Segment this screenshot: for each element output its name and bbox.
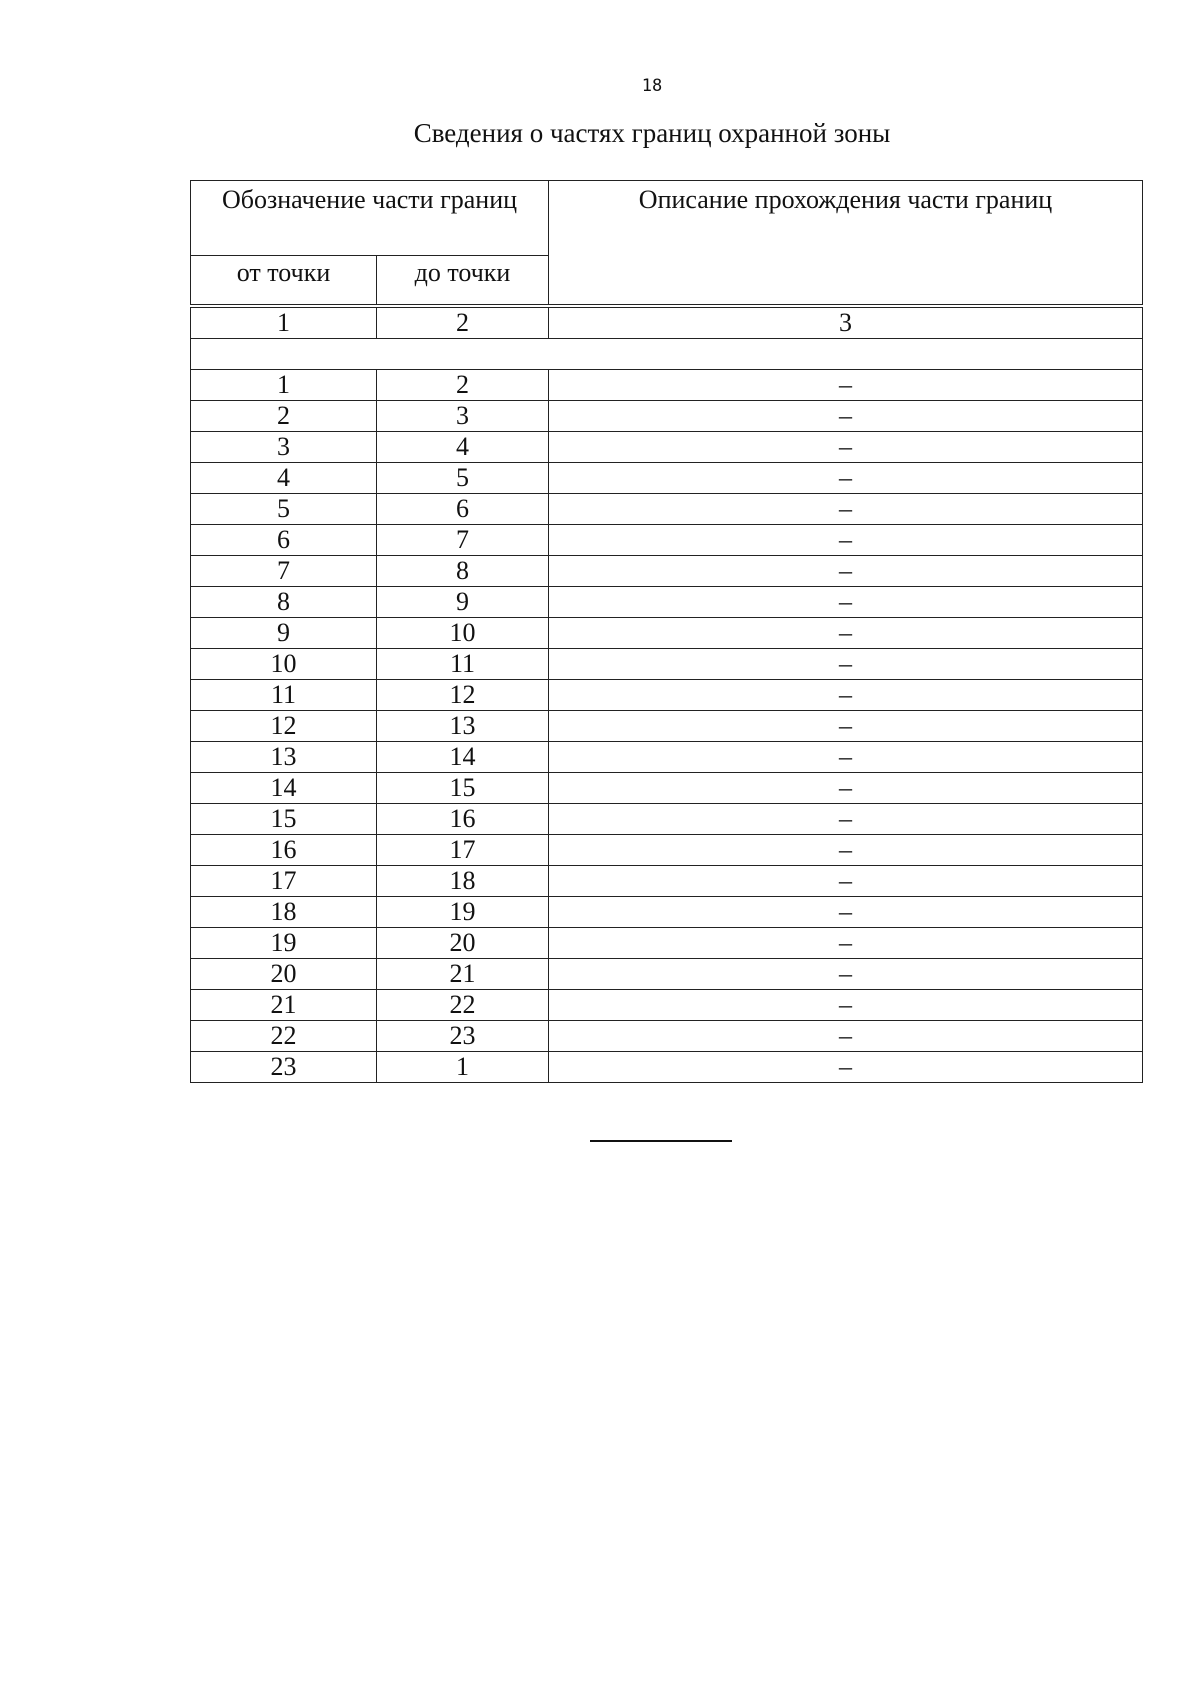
table-row xyxy=(191,401,1143,432)
to-point-cell: 20 xyxy=(377,928,549,959)
table-row xyxy=(191,773,1143,804)
table-row xyxy=(191,835,1143,866)
table-row xyxy=(191,680,1143,711)
from-point-cell: 15 xyxy=(191,804,377,835)
description-cell: – xyxy=(549,432,1143,463)
from-point-cell: 9 xyxy=(191,618,377,649)
to-point-cell: 21 xyxy=(377,959,549,990)
table-row xyxy=(191,1052,1143,1083)
description-cell: – xyxy=(549,1021,1143,1052)
table-body xyxy=(190,307,1143,1083)
to-point-cell: 2 xyxy=(377,370,549,401)
table-row xyxy=(191,463,1143,494)
from-point-cell: 21 xyxy=(191,990,377,1021)
to-point-cell: 16 xyxy=(377,804,549,835)
from-point-cell: 3 xyxy=(191,432,377,463)
table-row xyxy=(191,928,1143,959)
from-point-cell: 12 xyxy=(191,711,377,742)
section-label xyxy=(191,339,1143,370)
from-point-cell: 16 xyxy=(191,835,377,866)
document-title: Сведения о частях границ охранной зоны xyxy=(413,118,891,148)
description-cell: – xyxy=(549,463,1143,494)
table-row xyxy=(191,990,1143,1021)
to-point-cell: 5 xyxy=(377,463,549,494)
to-point-cell: 6 xyxy=(377,494,549,525)
to-point-cell: 14 xyxy=(377,742,549,773)
to-point-cell: 11 xyxy=(377,649,549,680)
description-cell: – xyxy=(549,990,1143,1021)
to-point-cell: 15 xyxy=(377,773,549,804)
from-point-header: от точки xyxy=(191,256,377,305)
from-point-cell: 14 xyxy=(191,773,377,804)
description-cell: – xyxy=(549,959,1143,990)
description-cell: – xyxy=(549,897,1143,928)
table-row xyxy=(191,618,1143,649)
to-point-cell: 17 xyxy=(377,835,549,866)
description-cell: – xyxy=(549,804,1143,835)
from-point-cell: 10 xyxy=(191,649,377,680)
from-point-cell: 18 xyxy=(191,897,377,928)
end-separator-line xyxy=(590,1140,732,1142)
description-cell: – xyxy=(549,835,1143,866)
to-point-cell: 9 xyxy=(377,587,549,618)
to-point-cell: 12 xyxy=(377,680,549,711)
from-point-cell: 11 xyxy=(191,680,377,711)
column-number-cell: 1 xyxy=(191,308,377,339)
table-row xyxy=(191,432,1143,463)
table-row xyxy=(191,370,1143,401)
to-point-cell: 23 xyxy=(377,1021,549,1052)
table-row xyxy=(191,804,1143,835)
table-row xyxy=(191,959,1143,990)
description-cell: – xyxy=(549,401,1143,432)
table-row xyxy=(191,866,1143,897)
to-point-cell: 4 xyxy=(377,432,549,463)
from-point-cell: 1 xyxy=(191,370,377,401)
to-point-cell: 19 xyxy=(377,897,549,928)
description-cell: – xyxy=(549,370,1143,401)
table-row xyxy=(191,897,1143,928)
column-number-row xyxy=(191,308,1143,339)
from-point-cell: 6 xyxy=(191,525,377,556)
from-point-cell: 7 xyxy=(191,556,377,587)
to-point-cell: 13 xyxy=(377,711,549,742)
description-cell: – xyxy=(549,928,1143,959)
column-number-cell: 2 xyxy=(377,308,549,339)
table-row xyxy=(191,711,1143,742)
from-point-cell: 22 xyxy=(191,1021,377,1052)
table-row xyxy=(191,649,1143,680)
from-point-cell: 4 xyxy=(191,463,377,494)
from-point-cell: 17 xyxy=(191,866,377,897)
to-point-header: до точки xyxy=(377,256,549,305)
to-point-cell: 1 xyxy=(377,1052,549,1083)
description-header: Описание прохождения части границ xyxy=(549,181,1143,305)
from-point-cell: 13 xyxy=(191,742,377,773)
section-row xyxy=(191,339,1143,370)
description-cell: – xyxy=(549,866,1143,897)
table-row xyxy=(191,556,1143,587)
description-cell: – xyxy=(549,680,1143,711)
description-cell: – xyxy=(549,587,1143,618)
to-point-cell: 3 xyxy=(377,401,549,432)
to-point-cell: 10 xyxy=(377,618,549,649)
boundary-parts-table xyxy=(190,180,1142,1083)
description-cell: – xyxy=(549,742,1143,773)
description-cell: – xyxy=(549,494,1143,525)
table-row xyxy=(191,587,1143,618)
from-point-cell: 2 xyxy=(191,401,377,432)
to-point-cell: 18 xyxy=(377,866,549,897)
from-point-cell: 23 xyxy=(191,1052,377,1083)
description-cell: – xyxy=(549,649,1143,680)
table-row xyxy=(191,742,1143,773)
to-point-cell: 8 xyxy=(377,556,549,587)
description-cell: – xyxy=(549,1052,1143,1083)
description-cell: – xyxy=(549,618,1143,649)
page-number: 18 xyxy=(641,76,663,96)
table-row xyxy=(191,525,1143,556)
column-number-cell: 3 xyxy=(549,308,1143,339)
to-point-cell: 22 xyxy=(377,990,549,1021)
description-cell: – xyxy=(549,525,1143,556)
description-cell: – xyxy=(549,556,1143,587)
from-point-cell: 19 xyxy=(191,928,377,959)
table-row xyxy=(191,494,1143,525)
from-point-cell: 5 xyxy=(191,494,377,525)
table-row xyxy=(191,1021,1143,1052)
description-cell: – xyxy=(549,711,1143,742)
description-cell: – xyxy=(549,773,1143,804)
designation-header: Обозначение части границ xyxy=(191,181,549,256)
to-point-cell: 7 xyxy=(377,525,549,556)
from-point-cell: 8 xyxy=(191,587,377,618)
from-point-cell: 20 xyxy=(191,959,377,990)
table-header xyxy=(190,180,1143,305)
